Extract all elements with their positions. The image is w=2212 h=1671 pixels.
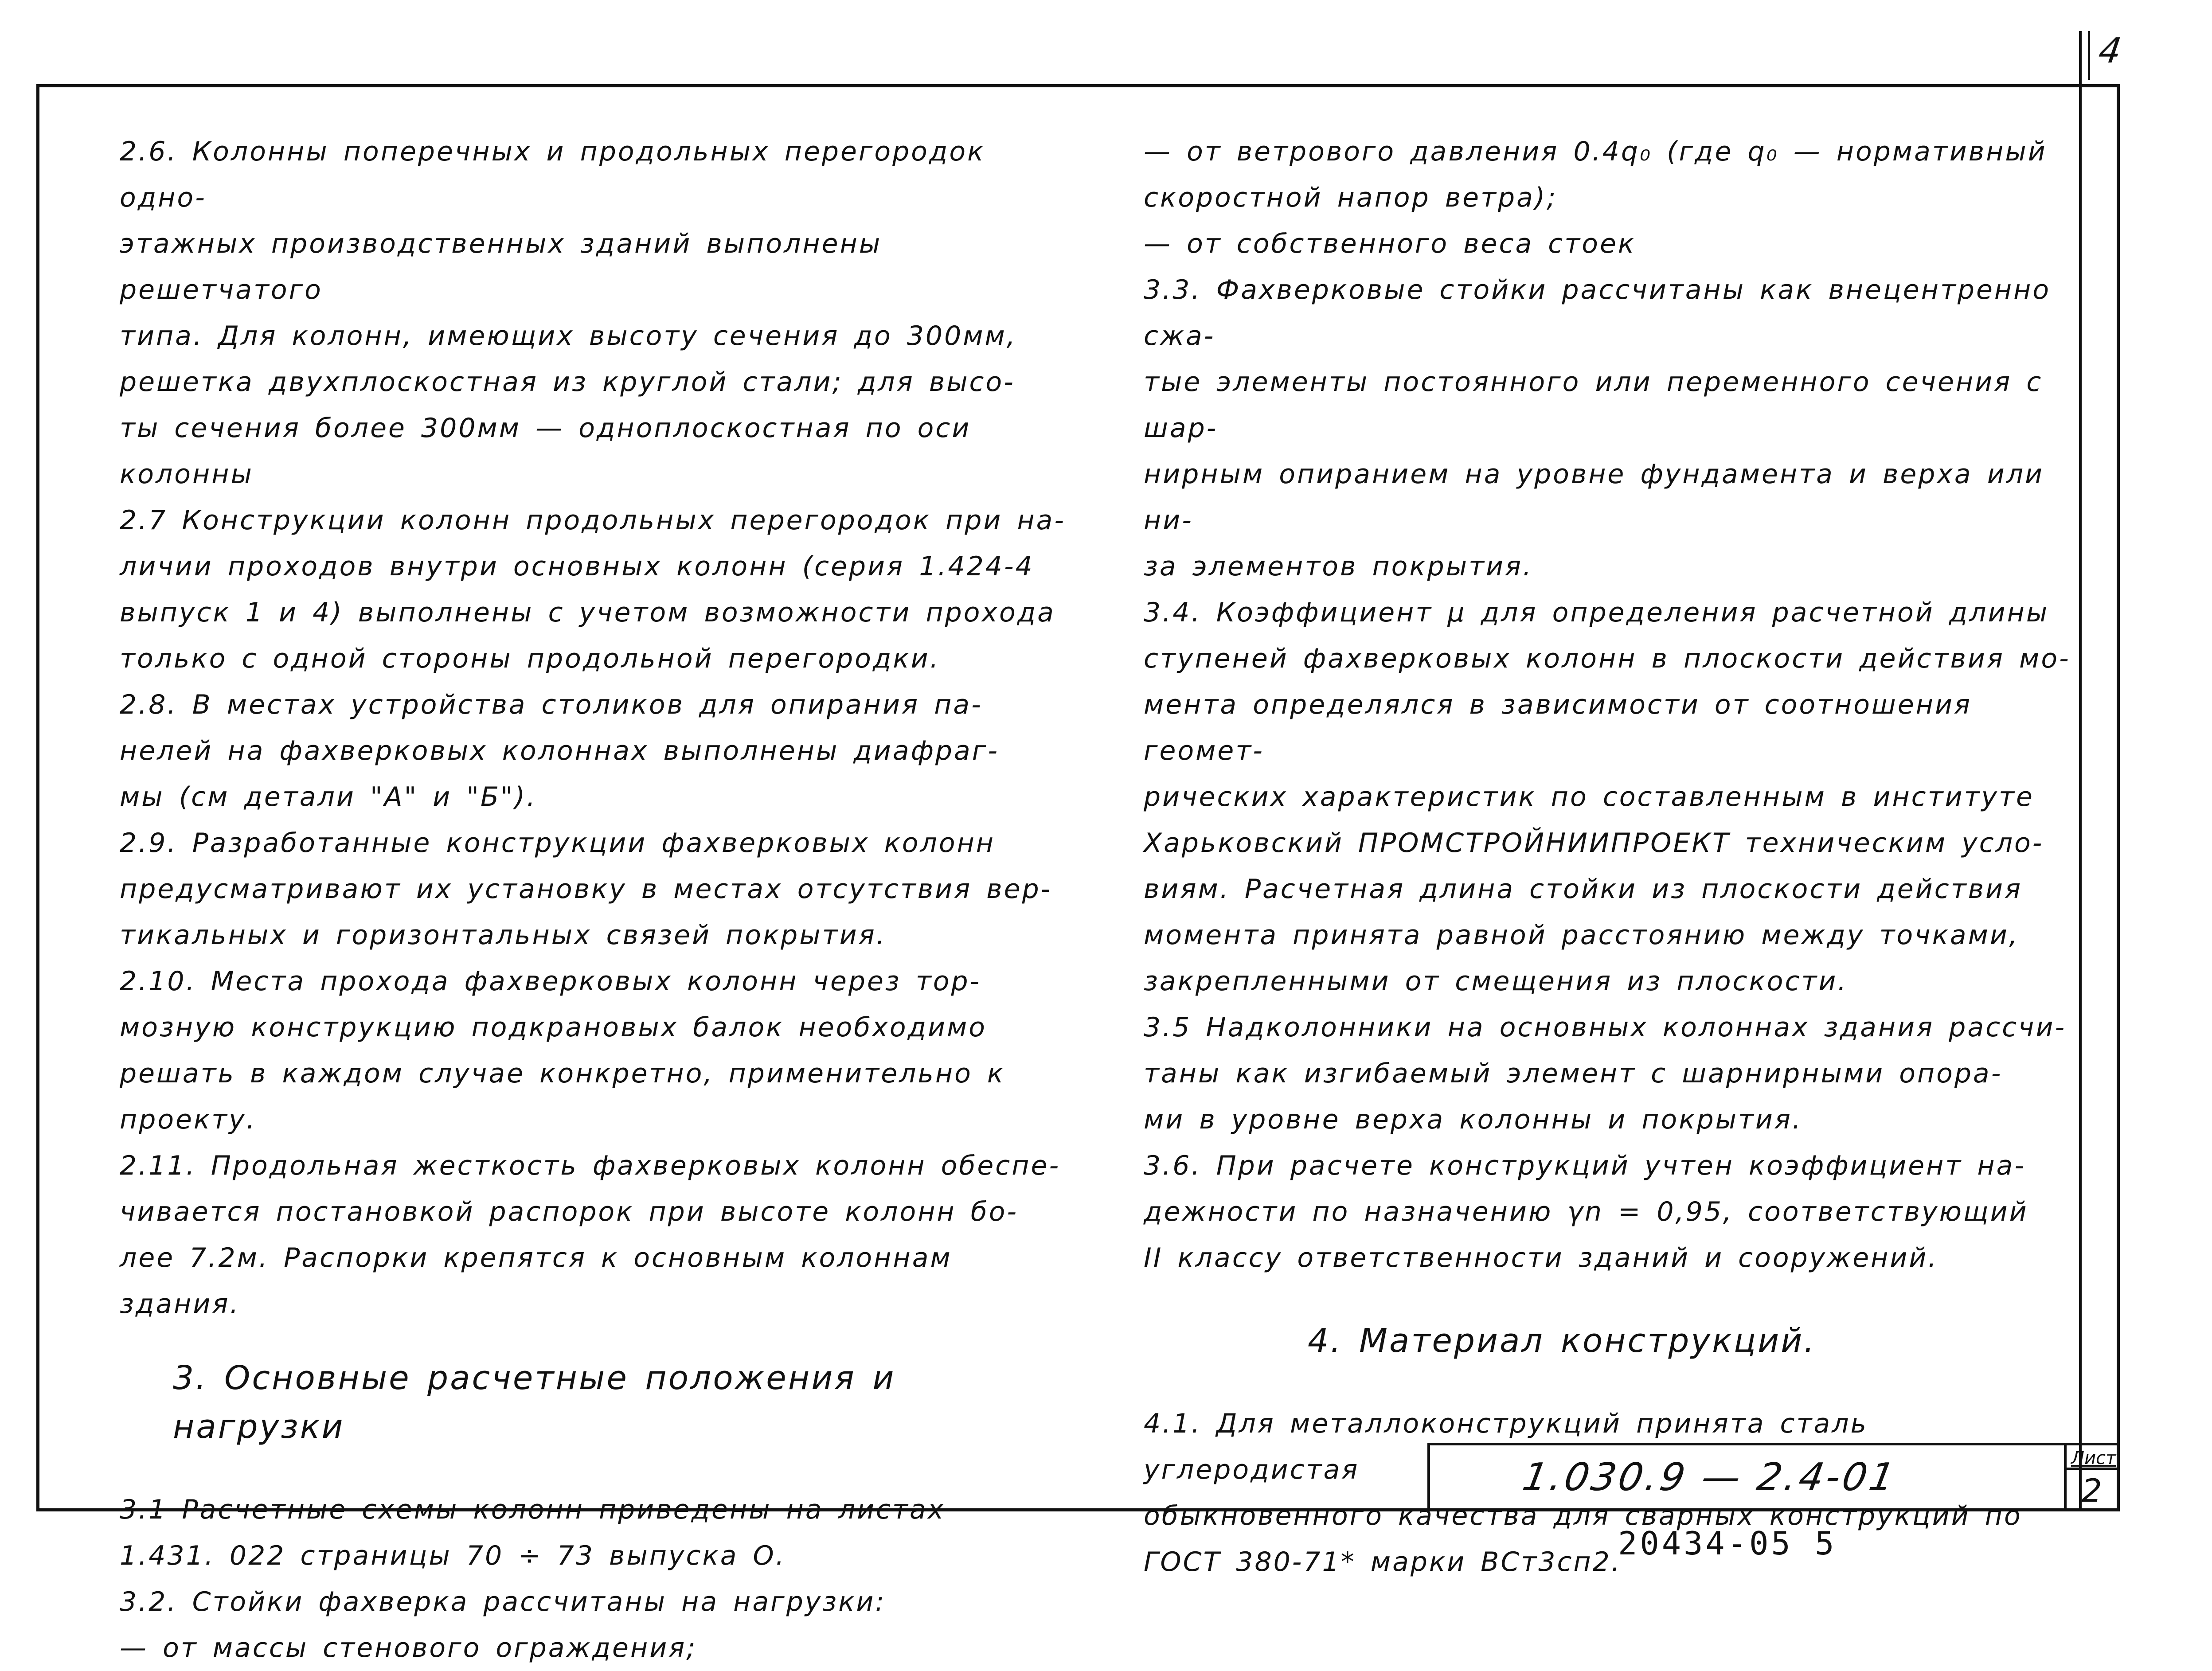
stamp-divider (2064, 1445, 2067, 1511)
paragraph-4-1: 4.1. Для металлоконструкций принята сталь углеродистая обыкновенного качества для сварных конструкций по ГОСТ 380-71* марки ВСт3сп2. (1144, 1408, 2022, 1577)
corner-tick-line (2088, 31, 2090, 80)
sheet-number: 2 (2082, 1472, 2102, 1509)
paragraph-3-2-continued: — от ветрового давления 0.4q₀ (где q₀ — нормативный скоростной напор ветра); — от собственного веса стоек (1144, 136, 2047, 259)
paragraph-2-11: 2.11. Продольная жесткость фахверковых колонн обеспе- чивается постановкой распорок при высоте колонн бо- лее 7.2м. Распорки крепятся к основным колоннам здания. (120, 1150, 1061, 1320)
right-text-column (1144, 129, 2075, 1585)
paragraph-2-7: 2.7 Конструкции колонн продольных перегородок при на- личии проходов внутри основных колонн (серия 1.424-4 выпуск 1 и 4) выполнены с учетом возможности прохода только с одной стороны продольной перегородки. (120, 505, 1066, 674)
paragraph-3-2: 3.2. Стойки фахверка рассчитаны на нагрузки: — от массы стенового ограждения; (120, 1586, 886, 1663)
section-3-heading: 3. Основные расчетные положения и нагрузки (173, 1359, 896, 1446)
paragraph-3-5: 3.5 Надколонники на основных колоннах здания рассчи- таны как изгибаемый элемент с шарнирными опора- ми в уровне верха колонны и покрытия. (1144, 1012, 2067, 1135)
document-code: 1.030.9 — 2.4-01 (1519, 1455, 1900, 1499)
paragraph-3-4: 3.4. Коэффициент μ для определения расчетной длины ступеней фахверковых колонн в плоскости действия мо- мента определялся в зависимости от соотношения геомет- рических характеристик по составленным в институте Харьковский ПРОМСТРОЙНИИПРОЕКТ техническим усло- виям. Расчетная длина стойки из плоскости действия момента принята равной расстоянию между точками, закрепленными от смещения из плоскости. (1144, 597, 2071, 997)
paragraph-2-8: 2.8. В местах устройства столиков для опирания па- нелей на фахверковых колоннах выполнены диафраг- мы (см детали "А" и "Б"). (120, 689, 999, 812)
sheet-label: Лист (2071, 1448, 2116, 1468)
paragraph-3-1: 3.1 Расчетные схемы колонн приведены на листах 1.431. 022 страницы 70 ÷ 73 выпуска О. (120, 1494, 946, 1571)
binding-margin-line (2079, 31, 2082, 1511)
title-block-stamp (1427, 1443, 2120, 1511)
section-4-heading: 4. Материал конструкций. (1308, 1322, 1816, 1360)
paragraph-3-6: 3.6. При расчете конструкций учтен коэффициент на- дежности по назначению γn = 0,95, соответствующий II классу ответственности зданий и сооружений. (1144, 1150, 2028, 1273)
paragraph-2-6: 2.6. Колонны поперечных и продольных перегородок одно- этажных производственных зданий выполнены решетчатого типа. Для колонн, имеющих высоту сечения до 300мм, решетка двухплоскостная из круглой стали; для высо- ты сечения более 300мм — одноплоскостная по оси колонны (120, 136, 1017, 490)
footer-archive-code: 20434-05 5 (1618, 1525, 1837, 1562)
paragraph-2-10: 2.10. Места прохода фахверковых колонн через тор- мозную конструкцию подкрановых балок необходимо решать в каждом случае конкретно, применительно к проекту. (120, 966, 1005, 1135)
left-text-column (120, 129, 1073, 1671)
paragraph-2-9: 2.9. Разработанные конструкции фахверковых колонн предусматривают их установку в местах отсутствия вер- тикальных и горизонтальных связей покрытия. (120, 828, 1052, 951)
paragraph-3-3: 3.3. Фахверковые стойки рассчитаны как внецентренно сжа- тые элементы постоянного или переменного сечения с шар- нирным опиранием на уровне фундамента и верха или ни- за элементов покрытия. (1144, 274, 2051, 582)
corner-sheet-number: 4 (2096, 31, 2124, 71)
